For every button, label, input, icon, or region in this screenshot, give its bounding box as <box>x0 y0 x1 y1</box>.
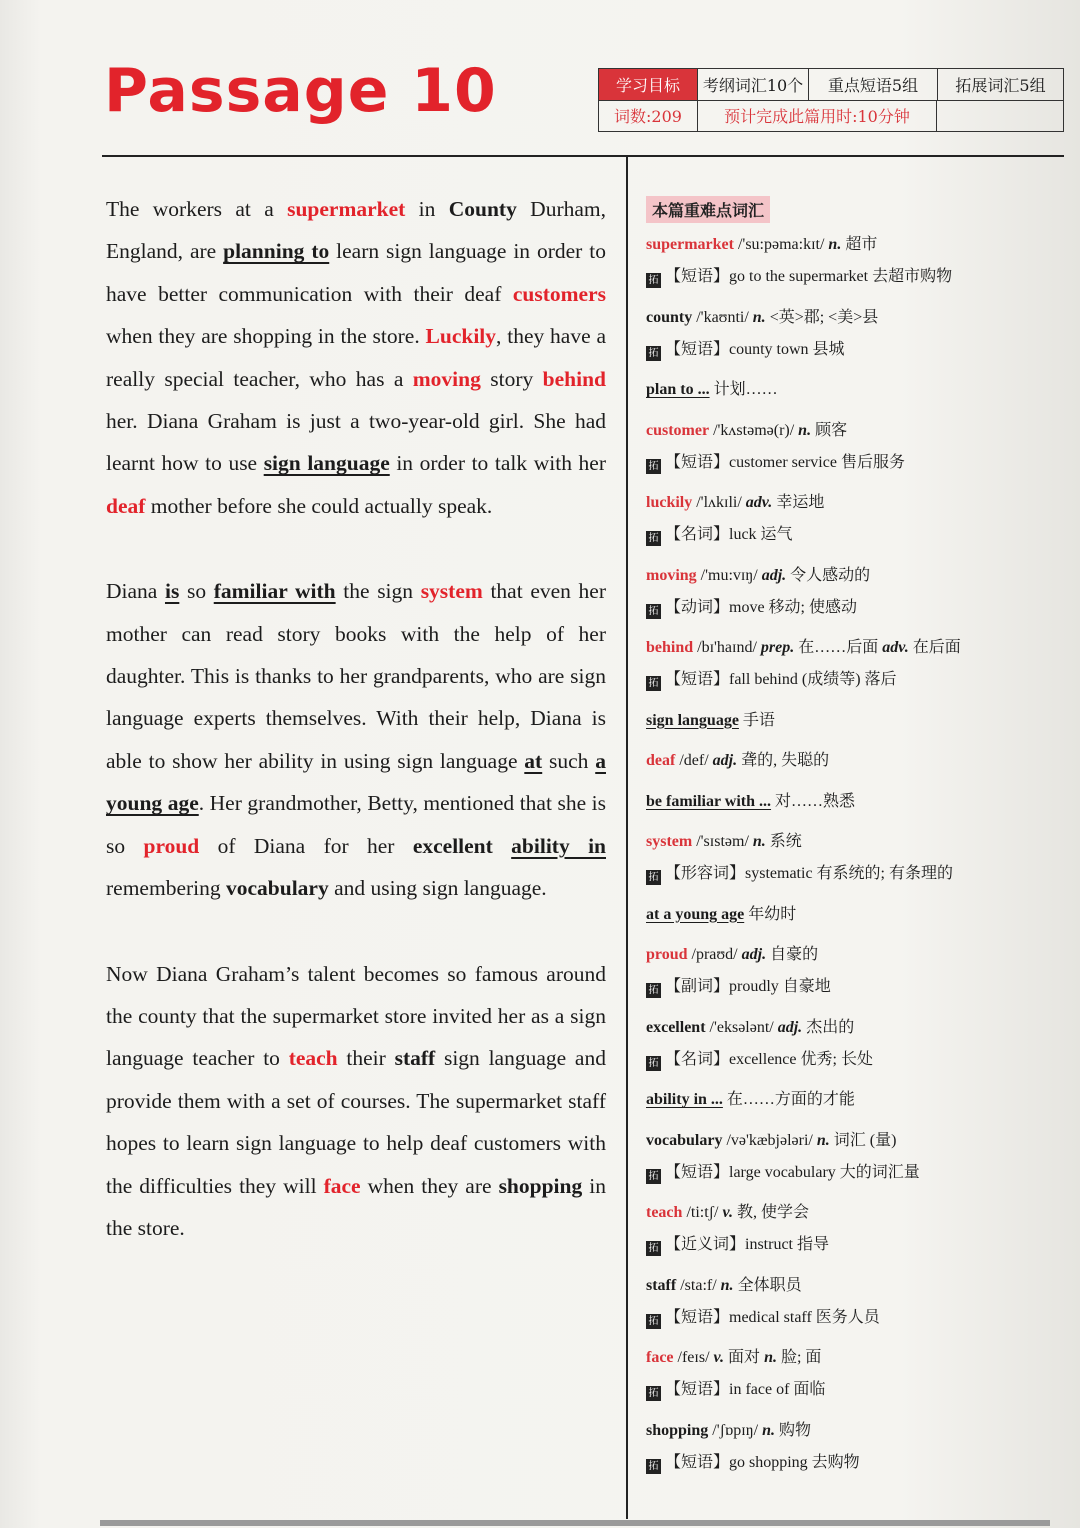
vocab-headline <box>646 1125 1058 1157</box>
vocab-word: excellent <box>646 1018 706 1036</box>
vocab-section-title: 本篇重难点词汇 <box>646 196 770 223</box>
vocab-extension <box>646 261 1058 293</box>
vocab-entry <box>646 1197 1058 1261</box>
vocab-word: vocabulary <box>646 1131 723 1149</box>
vocab-extension <box>646 1302 1058 1334</box>
vocab-extension <box>646 447 1058 479</box>
vocab-definition: 手语 <box>738 711 775 729</box>
vocab-word: staff <box>646 1276 677 1294</box>
text: that even her mother can read story books with the help of her daughter. This is thanks to her grandparents, who are sign language experts themselves. With their help, Diana is able to show her ability in using sign language <box>106 579 607 773</box>
vocab-part-of-speech: adj. <box>761 566 787 584</box>
vocab-entry <box>646 786 1058 818</box>
paragraph-3 <box>106 953 606 1250</box>
vocab-headline <box>646 705 1058 737</box>
vocab-entry <box>646 487 1058 551</box>
vocab-extension-text: 【短语】go shopping 去购物 <box>665 1453 860 1471</box>
vocab-extension-text: 【名词】luck 运气 <box>665 526 793 543</box>
vocab-extension <box>646 334 1058 366</box>
bold-word: shopping <box>498 1173 583 1198</box>
vocab-phonetic: /və'kæbjələri/ <box>722 1131 817 1149</box>
underlined-phrase: sign language <box>263 451 390 476</box>
extension-icon: 拓 <box>646 1459 661 1474</box>
vocab-definition: 购物 <box>775 1421 812 1439</box>
vocab-extension <box>646 971 1058 1003</box>
column-divider <box>626 157 628 1519</box>
vocab-phonetic: /sta:f/ <box>676 1276 721 1294</box>
vocab-word: ability in ... <box>646 1091 723 1108</box>
text: of Diana for her <box>199 833 413 858</box>
vocab-headline <box>646 487 1058 519</box>
vocab-part-of-speech: n. <box>764 1349 777 1366</box>
vocab-definition: 教, 使学会 <box>732 1204 809 1221</box>
vocab-word: supermarket <box>646 236 734 253</box>
text: The workers at a <box>106 197 288 221</box>
vocab-entry <box>646 1084 1058 1116</box>
extension-icon: 拓 <box>646 273 661 288</box>
underlined-phrase: at <box>524 748 543 773</box>
paragraph-1 <box>106 188 606 527</box>
vocab-extension-text: 【短语】fall behind (成绩等) 落后 <box>665 671 897 688</box>
underlined-phrase: ability in <box>511 833 606 858</box>
vocab-word: sign language <box>646 711 739 729</box>
learning-goals-table <box>598 68 1064 132</box>
vocab-panel <box>646 196 1058 1487</box>
goals-time: 预计完成此篇用时:10分钟 <box>698 100 937 131</box>
vocab-headline <box>646 374 1058 406</box>
text: Durham, England, are <box>106 197 607 264</box>
vocab-phonetic: /feɪs/ <box>673 1349 714 1366</box>
vocab-word: county <box>646 308 693 326</box>
goals-row-1 <box>599 69 1063 101</box>
bottom-edge <box>100 1520 1050 1526</box>
vocab-entry <box>646 826 1058 890</box>
vocab-word: teach <box>646 1204 683 1221</box>
vocab-word: be familiar with ... <box>646 792 772 810</box>
vocab-entry <box>646 1342 1058 1406</box>
extension-icon: 拓 <box>646 676 661 691</box>
vocab-part-of-speech: n. <box>762 1421 775 1439</box>
vocab-extension-text: 【短语】in face of 面临 <box>665 1381 826 1398</box>
vocab-definition: 对……熟悉 <box>771 792 856 810</box>
vocab-definition: 脸; 面 <box>776 1349 822 1366</box>
vocab-extension-text: 【短语】county town 县城 <box>665 340 845 358</box>
text: when they are <box>360 1173 499 1198</box>
text: Now Diana Graham’s talent becomes so famous around the county that the supermarket store invited her as a sign language teacher to <box>106 961 606 1071</box>
vocab-extension-text: 【形容词】systematic 有系统的; 有条理的 <box>665 865 953 882</box>
vocab-definition: 顾客 <box>811 421 848 439</box>
underlined-phrase: is <box>164 579 180 604</box>
vocab-part-of-speech: adj. <box>741 946 767 963</box>
vocab-part-of-speech: n. <box>816 1131 830 1149</box>
vocab-definition: 年幼时 <box>744 905 797 923</box>
text: Diana <box>106 579 165 604</box>
vocab-part-of-speech: v. <box>722 1204 733 1221</box>
vocab-phonetic: /'ʃɒpɪŋ/ <box>708 1421 763 1439</box>
vocab-extension-text: 【短语】customer service 售后服务 <box>665 453 905 471</box>
vocab-definition: <英>郡; <美>县 <box>765 308 879 326</box>
vocab-entry <box>646 1270 1058 1334</box>
vocab-part-of-speech: n. <box>798 421 812 439</box>
vocab-word: moving <box>646 566 697 584</box>
vocab-entry <box>646 1012 1058 1076</box>
vocab-entry <box>646 1415 1058 1479</box>
text: in the store. <box>106 1173 606 1240</box>
bold-word: County <box>448 197 517 221</box>
vocab-word: system <box>646 833 693 850</box>
vocab-extension-text: 【副词】proudly 自豪地 <box>665 978 831 995</box>
vocab-part-of-speech: n. <box>720 1276 734 1294</box>
text: and using sign language. <box>328 876 547 901</box>
keyword: system <box>420 579 483 604</box>
underlined-phrase: familiar with <box>213 579 336 604</box>
vocab-entry <box>646 745 1058 777</box>
vocab-headline <box>646 302 1058 334</box>
vocab-phonetic: /praʊd/ <box>687 946 742 963</box>
vocab-headline <box>646 786 1058 818</box>
vocab-headline <box>646 1342 1058 1374</box>
extension-icon: 拓 <box>646 604 661 619</box>
vocab-headline <box>646 826 1058 858</box>
vocab-phonetic: /'su:pəma:kɪt/ <box>733 236 829 253</box>
vocab-definition: 令人感动的 <box>786 566 871 584</box>
text: such <box>542 748 596 773</box>
vocab-extension-text: 【短语】go to the supermarket 去超市购物 <box>665 268 953 285</box>
extension-icon: 拓 <box>646 1314 661 1329</box>
vocab-phonetic: /'lʌkɪli/ <box>692 494 746 511</box>
extension-icon: 拓 <box>646 459 661 474</box>
vocab-extension <box>646 1229 1058 1261</box>
keyword: face <box>323 1173 361 1198</box>
text: in order to talk with her <box>389 451 606 476</box>
vocab-definition: 超市 <box>841 236 878 253</box>
vocab-word: customer <box>646 421 710 439</box>
vocab-part-of-speech: v. <box>713 1349 725 1366</box>
text: her. Diana Graham is just a two-year-old girl. She had learnt how to use <box>106 409 606 476</box>
text: their <box>337 1046 395 1071</box>
vocab-word: plan to ... <box>646 381 710 398</box>
vocab-extension <box>646 519 1058 551</box>
vocab-headline <box>646 745 1058 777</box>
vocab-definition: 全体职员 <box>733 1276 802 1294</box>
text: , they have a really special teacher, who has a <box>106 324 606 391</box>
underlined-phrase: a young age <box>106 748 606 816</box>
vocab-definition: 计划…… <box>709 381 778 398</box>
vocab-extension <box>646 664 1058 696</box>
page-title: Passage 10 <box>104 56 497 126</box>
vocab-entry <box>646 899 1058 931</box>
vocab-word: proud <box>646 946 688 963</box>
vocab-phonetic: /def/ <box>675 752 713 769</box>
vocab-part-of-speech: adv. <box>745 494 773 511</box>
extension-icon: 拓 <box>646 1386 661 1401</box>
vocab-extension <box>646 592 1058 624</box>
vocab-phonetic: /'kaʊnti/ <box>692 308 753 326</box>
keyword: supermarket <box>287 197 406 221</box>
vocab-definition: 在……方面的才能 <box>722 1091 855 1108</box>
vocab-headline <box>646 1415 1058 1447</box>
vocab-definition: 面对 <box>724 1349 765 1366</box>
vocab-definition: 在……后面 <box>794 639 883 656</box>
vocab-headline <box>646 632 1058 664</box>
vocab-part-of-speech: adv. <box>882 639 909 656</box>
vocab-extension-text: 【短语】large vocabulary 大的词汇量 <box>665 1163 920 1181</box>
goals-row-2 <box>599 100 1063 131</box>
text: so <box>179 579 214 604</box>
vocab-entry <box>646 229 1058 293</box>
vocab-headline <box>646 1197 1058 1229</box>
goals-word-count: 词数:209 <box>599 100 698 131</box>
goals-vocab-count: 考纲词汇10个 <box>698 69 809 100</box>
text: mother before she could actually speak. <box>145 493 493 518</box>
top-divider <box>102 155 1064 157</box>
vocab-word: luckily <box>646 494 693 511</box>
vocab-word: at a young age <box>646 905 745 923</box>
vocab-headline <box>646 415 1058 447</box>
text: when they are shopping in the store. <box>106 324 426 349</box>
vocab-extension <box>646 858 1058 890</box>
keyword: proud <box>143 833 200 858</box>
vocab-definition: 杰出的 <box>802 1018 855 1036</box>
vocab-entry <box>646 374 1058 406</box>
vocab-headline <box>646 560 1058 592</box>
vocab-entry <box>646 560 1058 624</box>
text: sign language and provide them with a set of courses. The supermarket staff hopes to learn sign language to help deaf customers with the difficulties they will <box>106 1046 606 1198</box>
passage-text <box>106 188 606 1249</box>
vocab-headline <box>646 899 1058 931</box>
text: . Her grandmother, Betty, mentioned that she is so <box>106 791 606 858</box>
vocab-word: deaf <box>646 752 676 769</box>
goals-phrases: 重点短语5组 <box>809 69 938 100</box>
vocab-extension-text: 【近义词】instruct 指导 <box>665 1236 829 1253</box>
extension-icon: 拓 <box>646 1056 661 1071</box>
extension-icon: 拓 <box>646 870 661 885</box>
vocab-entry <box>646 302 1058 366</box>
vocab-extension <box>646 1157 1058 1189</box>
vocab-part-of-speech: adj. <box>777 1018 803 1036</box>
vocab-definition: 幸运地 <box>772 494 825 511</box>
vocab-entry <box>646 939 1058 1003</box>
vocab-definition: 系统 <box>765 833 802 850</box>
vocab-phonetic: /bɪ'haɪnd/ <box>693 639 761 656</box>
text: in <box>405 197 449 221</box>
keyword: behind <box>542 366 606 391</box>
vocab-headline <box>646 1084 1058 1116</box>
text: the sign <box>335 579 421 604</box>
vocab-extension-text: 【短语】medical staff 医务人员 <box>665 1308 880 1326</box>
text: remembering <box>106 876 226 901</box>
vocab-phonetic: /'sɪstəm/ <box>692 833 753 850</box>
vocab-phonetic: /ti:tʃ/ <box>682 1204 723 1221</box>
goals-extended: 拓展词汇5组 <box>955 76 1046 95</box>
vocab-word: shopping <box>646 1421 709 1439</box>
keyword: Luckily <box>425 324 497 349</box>
bold-word: excellent <box>412 833 493 858</box>
vocab-part-of-speech: n. <box>828 236 842 253</box>
vocab-extension-text: 【名词】excellence 优秀; 长处 <box>665 1050 873 1068</box>
extension-icon: 拓 <box>646 346 661 361</box>
text: learn sign language in order to have better communication with their deaf <box>106 239 606 306</box>
vocab-extension-text: 【动词】move 移动; 使感动 <box>665 598 857 616</box>
vocab-definition: 词汇 (量) <box>829 1131 897 1149</box>
vocab-phonetic: /'mu:vɪŋ/ <box>696 566 762 584</box>
vocab-entry <box>646 415 1058 479</box>
bold-word: staff <box>394 1046 436 1071</box>
vocab-part-of-speech: n. <box>752 833 766 850</box>
vocab-part-of-speech: prep. <box>760 639 795 656</box>
goals-label: 学习目标 <box>599 69 698 100</box>
vocab-headline <box>646 229 1058 261</box>
underlined-phrase: planning to <box>223 239 330 264</box>
goals-empty-cell <box>937 100 1063 131</box>
vocab-word: behind <box>646 639 694 656</box>
vocab-extension <box>646 1374 1058 1406</box>
extension-icon: 拓 <box>646 983 661 998</box>
vocab-headline <box>646 1012 1058 1044</box>
vocab-list <box>646 229 1058 1479</box>
vocab-definition: 在后面 <box>908 639 961 656</box>
paragraph-2 <box>106 570 606 909</box>
vocab-headline <box>646 1270 1058 1302</box>
extension-icon: 拓 <box>646 1169 661 1184</box>
keyword: teach <box>288 1046 338 1071</box>
vocab-part-of-speech: n. <box>752 308 766 326</box>
vocab-word: face <box>646 1349 674 1366</box>
text <box>493 834 511 858</box>
text: story <box>480 366 543 391</box>
vocab-extension <box>646 1447 1058 1479</box>
vocab-definition: 聋的, 失聪的 <box>737 752 830 769</box>
vocab-phonetic: /'eksələnt/ <box>705 1018 778 1036</box>
bold-word: vocabulary <box>226 876 329 901</box>
vocab-entry <box>646 705 1058 737</box>
vocab-entry <box>646 1125 1058 1189</box>
vocab-entry <box>646 632 1058 696</box>
keyword: moving <box>412 366 481 391</box>
vocab-headline <box>646 939 1058 971</box>
vocab-extension <box>646 1044 1058 1076</box>
extension-icon: 拓 <box>646 531 661 546</box>
vocab-definition: 自豪的 <box>766 946 819 963</box>
keyword: customers <box>512 281 606 306</box>
vocab-phonetic: /'kʌstəmə(r)/ <box>709 421 799 439</box>
extension-icon: 拓 <box>646 1241 661 1256</box>
vocab-part-of-speech: adj. <box>712 752 738 769</box>
keyword: deaf <box>106 493 146 518</box>
